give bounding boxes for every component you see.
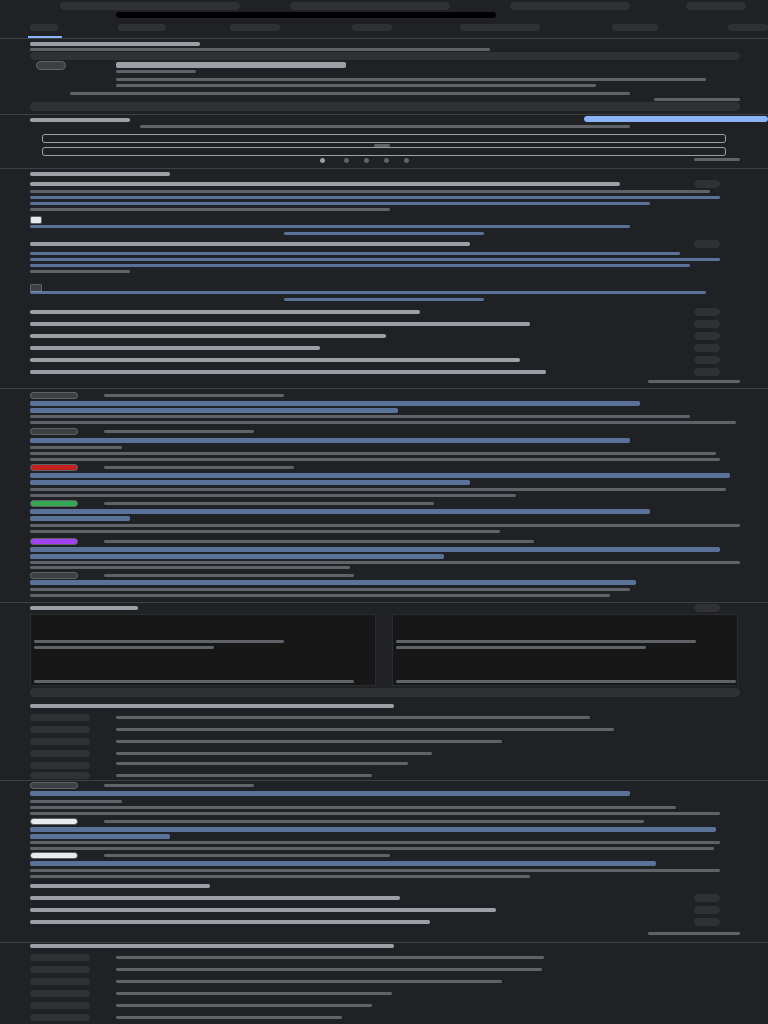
related-item-10[interactable]	[116, 992, 392, 995]
result-title-2[interactable]	[30, 834, 170, 839]
image-caption-2	[396, 640, 696, 643]
paa-question-1[interactable]	[30, 182, 620, 186]
image-source-1	[34, 646, 214, 649]
result-snippet-1	[30, 588, 630, 591]
dictionary-divider	[0, 114, 768, 115]
speaker-icon[interactable]	[36, 61, 66, 70]
image-caption-4	[396, 680, 736, 683]
image-caption-1	[34, 640, 284, 643]
site-favicon-icon	[30, 216, 42, 224]
result-snippet-2	[30, 875, 530, 878]
dictionary-phonetic	[116, 70, 196, 73]
related-divider	[0, 780, 768, 781]
related-item-1[interactable]	[116, 716, 590, 719]
dictionary-definition-2	[116, 84, 596, 87]
paa-question-8[interactable]	[30, 370, 546, 374]
search-result	[0, 782, 768, 816]
site-favicon-icon	[30, 464, 78, 471]
result-title[interactable]	[30, 438, 630, 443]
search-icon	[30, 978, 90, 985]
search-icon	[30, 772, 90, 779]
result-url	[104, 540, 534, 543]
result-url	[104, 502, 434, 505]
result-title[interactable]	[30, 547, 720, 552]
more-results-2[interactable]	[284, 298, 484, 301]
paa-question-10[interactable]	[30, 908, 496, 912]
paa-question-11[interactable]	[30, 920, 430, 924]
paa-question-2[interactable]	[30, 242, 470, 246]
result-title[interactable]	[30, 509, 650, 514]
chevron-down-icon[interactable]	[694, 320, 720, 328]
search-icon	[30, 714, 90, 721]
dictionary-source	[30, 48, 490, 51]
tabs-divider	[0, 38, 768, 39]
result-snippet-2	[30, 530, 500, 533]
result-url	[104, 466, 294, 469]
chip-2[interactable]	[290, 2, 450, 10]
site-favicon-icon	[30, 500, 78, 507]
progress-dot-3	[364, 158, 369, 163]
result-url	[104, 854, 390, 857]
paa-question-6[interactable]	[30, 346, 320, 350]
search-result	[0, 428, 768, 462]
result-snippet-2	[30, 421, 736, 424]
chevron-down-icon[interactable]	[694, 894, 720, 902]
search-icon	[30, 738, 90, 745]
paa-question-3[interactable]	[30, 310, 420, 314]
paa-answer-1b	[30, 196, 720, 199]
result-title-2[interactable]	[30, 516, 130, 521]
tab-shopping[interactable]	[460, 24, 540, 31]
paa-source-1[interactable]	[30, 225, 630, 228]
chevron-down-icon[interactable]	[694, 332, 720, 340]
results-divider	[0, 602, 768, 603]
paa-question-4[interactable]	[30, 322, 530, 326]
dictionary-heading	[30, 42, 200, 46]
result-snippet-3	[30, 458, 720, 461]
related-searches-2	[0, 944, 768, 1024]
search-result	[0, 464, 768, 500]
result-snippet-2	[30, 494, 516, 497]
dictionary-card	[0, 40, 768, 112]
tab-images[interactable]	[118, 24, 166, 31]
images-heading	[30, 606, 138, 610]
related-item-8[interactable]	[116, 968, 542, 971]
more-results-1[interactable]	[284, 232, 484, 235]
site-favicon-icon	[30, 852, 78, 859]
related-item-6[interactable]	[116, 774, 372, 777]
paa-answer-1c	[30, 202, 650, 205]
chevron-up-icon[interactable]	[694, 180, 720, 188]
chip-3[interactable]	[510, 2, 630, 10]
image-result-1[interactable]	[30, 614, 376, 686]
result-title[interactable]	[30, 401, 640, 406]
chevron-down-icon[interactable]	[694, 918, 720, 926]
word-coach-skip[interactable]	[694, 158, 740, 161]
chevron-up-icon[interactable]	[694, 604, 720, 612]
chevron-down-icon[interactable]	[694, 356, 720, 364]
result-snippet-2	[30, 566, 350, 569]
image-source-2	[396, 646, 646, 649]
dictionary-search-input[interactable]	[30, 52, 740, 60]
paa-answer-2c	[30, 264, 690, 267]
word-coach-card	[0, 116, 768, 166]
tab-all[interactable]	[30, 24, 58, 31]
paa-source-2[interactable]	[30, 291, 706, 294]
result-snippet-1	[30, 488, 726, 491]
word-coach-option-2[interactable]	[42, 147, 726, 156]
chip-4[interactable]	[686, 2, 746, 10]
chevron-down-icon[interactable]	[694, 368, 720, 376]
result-snippet-1	[30, 841, 720, 844]
result-url	[104, 430, 254, 433]
paa-heading	[30, 884, 210, 888]
paa-answer-2b	[30, 258, 720, 261]
search-icon	[30, 762, 90, 769]
related-item-11[interactable]	[116, 1004, 372, 1007]
result-snippet-1	[30, 561, 740, 564]
site-favicon-icon	[30, 818, 78, 825]
site-favicon-icon	[30, 428, 78, 435]
search-icon	[30, 954, 90, 961]
learn-new-words-button[interactable]	[584, 116, 768, 122]
result-snippet-1	[30, 524, 740, 527]
translations-button[interactable]	[30, 102, 740, 111]
related-item-7[interactable]	[116, 956, 544, 959]
search-result	[0, 572, 768, 602]
related-item-5[interactable]	[116, 762, 408, 765]
result-title-2[interactable]	[30, 554, 444, 559]
search-result	[0, 392, 768, 428]
site-favicon-icon	[30, 572, 78, 579]
related-heading	[30, 944, 394, 948]
site-favicon-icon	[30, 538, 78, 545]
result-url	[104, 394, 284, 397]
result-url	[104, 574, 354, 577]
search-result	[0, 852, 768, 884]
result-title[interactable]	[30, 791, 630, 796]
paa-feedback[interactable]	[648, 380, 740, 383]
result-snippet-1	[30, 869, 720, 872]
tab-books[interactable]	[612, 24, 658, 31]
paa-answer-1d	[30, 208, 390, 211]
chevron-down-icon[interactable]	[694, 344, 720, 352]
progress-dot-4	[384, 158, 389, 163]
result-url	[104, 820, 644, 823]
related-item-12[interactable]	[116, 1016, 342, 1019]
related-item-3[interactable]	[116, 740, 502, 743]
result-title[interactable]	[30, 861, 656, 866]
search-icon	[30, 1002, 90, 1009]
dictionary-definition-3	[70, 92, 630, 95]
search-result	[0, 818, 768, 852]
related-item-2[interactable]	[116, 728, 614, 731]
site-favicon-icon	[30, 782, 78, 789]
tab-more[interactable]	[728, 24, 768, 31]
result-title[interactable]	[30, 473, 730, 478]
result-snippet-2	[30, 452, 716, 455]
dictionary-definition-1	[116, 78, 706, 81]
word-coach-divider	[0, 168, 768, 169]
result-snippet-1	[30, 446, 122, 449]
word-coach-question	[140, 125, 630, 128]
progress-dot-1	[320, 158, 325, 163]
result-title[interactable]	[30, 827, 716, 832]
search-result	[0, 500, 768, 538]
paa-question-5[interactable]	[30, 334, 386, 338]
chevron-down-icon[interactable]	[694, 906, 720, 914]
chevron-up-icon[interactable]	[694, 240, 720, 248]
search-icon	[30, 726, 90, 733]
more-images-button[interactable]	[30, 688, 740, 697]
images-section	[0, 604, 768, 702]
tab-videos[interactable]	[230, 24, 280, 31]
search-icon	[30, 750, 90, 757]
paa-answer-1a	[30, 190, 710, 193]
result-snippet-1	[30, 800, 122, 803]
image-result-2[interactable]	[392, 614, 738, 686]
image-caption-3	[34, 680, 354, 683]
paa-heading	[30, 172, 170, 176]
paa-divider	[0, 388, 768, 389]
tab-news[interactable]	[352, 24, 392, 31]
paa-question-9[interactable]	[30, 896, 400, 900]
paa-answer-2d	[30, 270, 130, 273]
paa-question-7[interactable]	[30, 358, 520, 362]
dictionary-word	[116, 62, 346, 68]
chip-1[interactable]	[60, 2, 240, 10]
paa-feedback[interactable]	[648, 932, 740, 935]
related-item-4[interactable]	[116, 752, 432, 755]
search-icon	[30, 966, 90, 973]
search-tabs	[0, 18, 768, 38]
related-searches-1	[0, 704, 768, 780]
paa-answer-2a	[30, 252, 680, 255]
progress-dot-2	[344, 158, 349, 163]
result-title[interactable]	[30, 580, 636, 585]
result-snippet-2	[30, 594, 610, 597]
related-heading	[30, 704, 394, 708]
search-result	[0, 538, 768, 572]
people-also-ask-2	[0, 884, 768, 942]
result-snippet-3	[30, 812, 720, 815]
dictionary-feedback[interactable]	[654, 98, 740, 101]
word-coach-option-1[interactable]	[42, 134, 726, 143]
search-icon	[30, 990, 90, 997]
progress-dot-5	[404, 158, 409, 163]
result-title-2[interactable]	[30, 408, 398, 413]
chevron-down-icon[interactable]	[694, 308, 720, 316]
paa2-divider	[0, 942, 768, 943]
result-snippet-2	[30, 806, 676, 809]
site-favicon-icon	[30, 392, 78, 399]
related-item-9[interactable]	[116, 980, 502, 983]
search-icon	[30, 1014, 90, 1021]
people-also-ask-1	[0, 170, 768, 386]
result-snippet-1	[30, 415, 690, 418]
result-url	[104, 784, 254, 787]
result-snippet-2	[30, 847, 714, 850]
word-coach-title	[30, 118, 130, 122]
result-title-2[interactable]	[30, 480, 470, 485]
